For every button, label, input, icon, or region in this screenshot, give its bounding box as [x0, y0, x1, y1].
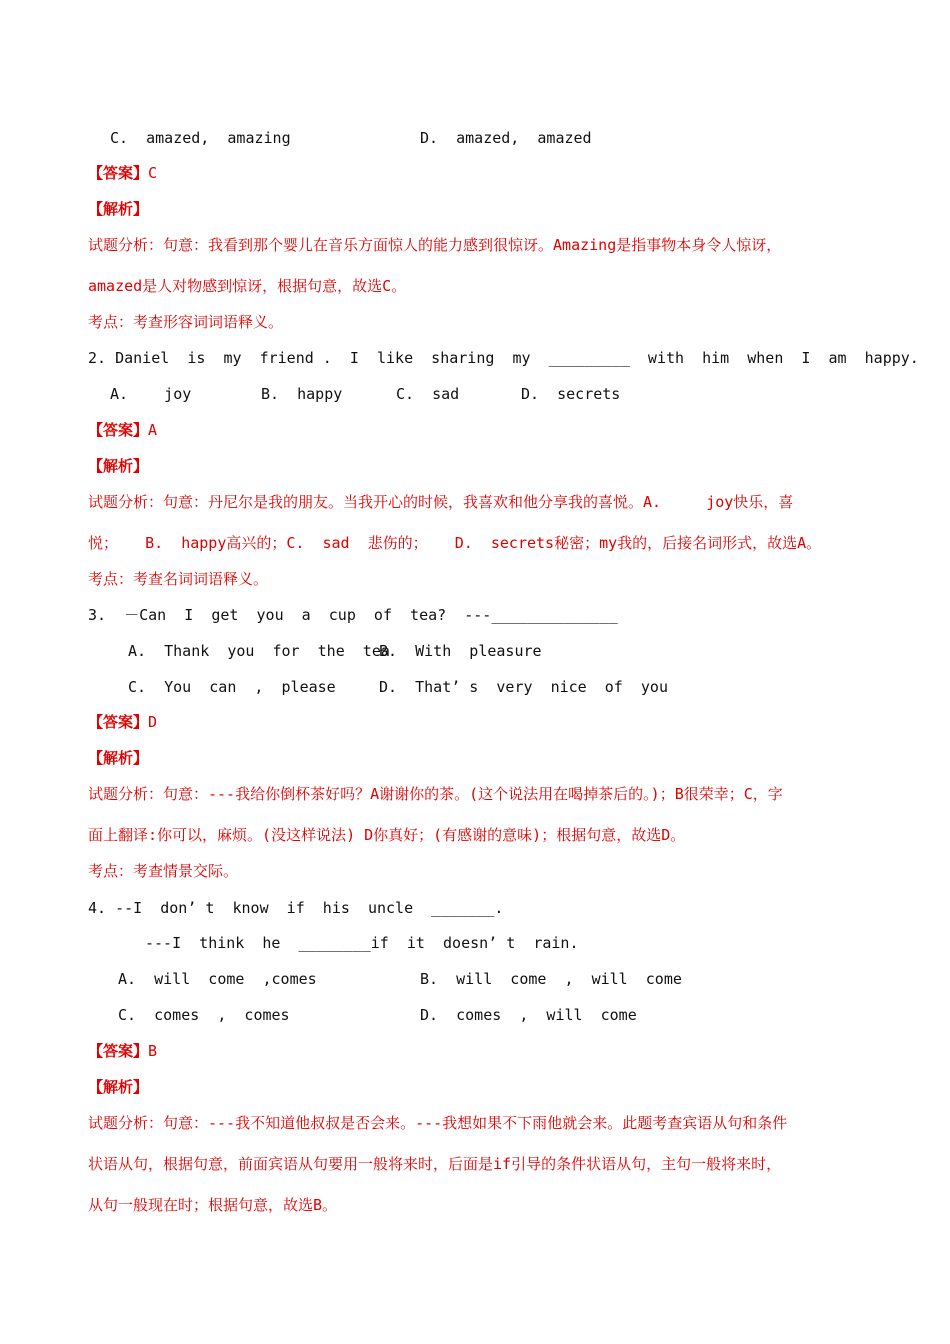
- q3-option-a: A. Thank you for the tea: [128, 642, 390, 660]
- q2-key-point: 考点：考查名词词语释义。: [88, 570, 269, 588]
- q1-analysis-label: 【解析】: [88, 200, 149, 218]
- q2-option-d: D. secrets: [521, 385, 621, 403]
- answer-value: B: [148, 1042, 158, 1060]
- q2-option-a: A. joy: [110, 385, 192, 403]
- q3-option-b: B. With pleasure: [379, 642, 542, 660]
- q4-analysis-line: 从句一般现在时；根据句意，故选B。: [88, 1196, 338, 1214]
- q1-analysis-line: 试题分析：句意：我看到那个婴儿在音乐方面惊人的能力感到很惊讶。Amazing是指事物本身令人惊讶，: [88, 236, 782, 254]
- q4-option-b: B. will come , will come: [420, 970, 682, 988]
- q3-analysis-line: 面上翻译:你可以，麻烦。(没这样说法) D你真好；(有感谢的意味)；根据句意，故选D。: [88, 826, 686, 844]
- q2-analysis-line: 悦； B. happy高兴的；C. sad 悲伤的； D. secrets秘密；my我的，后接名词形式，故选A。: [88, 534, 822, 552]
- q4-analysis-line: 试题分析：句意：---我不知道他叔叔是否会来。---我想如果不下雨他就会来。此题考查宾语从句和条件: [88, 1114, 788, 1132]
- q3-analysis-line: 试题分析：句意：---我给你倒杯茶好吗？A谢谢你的茶。(这个说法用在喝掉茶后的。)；B很荣幸；C，字: [88, 785, 783, 803]
- q4-stem-response: ---I think he ________if it doesn’ t rain.: [145, 934, 579, 952]
- q2-stem: 2. Daniel is my friend . I like sharing my _________ with him when I am happy.: [88, 349, 919, 367]
- answer-label: 【答案】: [88, 421, 149, 439]
- q1-answer: [88, 163, 157, 183]
- q4-analysis-line: 状语从句，根据句意，前面宾语从句要用一般将来时，后面是if引导的条件状语从句，主句一般将来时，: [88, 1155, 782, 1173]
- q2-analysis-label: 【解析】: [88, 457, 149, 475]
- answer-label: 【答案】: [88, 713, 149, 731]
- q3-stem: 3. －Can I get you a cup of tea? ---______________: [88, 606, 618, 624]
- q4-option-c: C. comes , comes: [118, 1006, 290, 1024]
- q2-option-b: B. happy: [261, 385, 343, 403]
- q4-option-a: A. will come ,comes: [118, 970, 317, 988]
- answer-value: C: [148, 164, 158, 182]
- q3-answer: [88, 712, 157, 732]
- q3-option-d: D. That’ s very nice of you: [379, 678, 668, 696]
- q2-analysis-line: 试题分析：句意：丹尼尔是我的朋友。当我开心的时候，我喜欢和他分享我的喜悦。A. joy快乐，喜: [88, 493, 794, 511]
- q1-option-d: D. amazed, amazed: [420, 129, 592, 147]
- answer-value: D: [148, 713, 158, 731]
- q3-option-c: C. You can , please: [128, 678, 336, 696]
- q4-answer: [88, 1041, 157, 1061]
- q1-option-c: C. amazed, amazing: [110, 129, 291, 147]
- q1-analysis-line: amazed是人对物感到惊讶，根据句意，故选C。: [88, 277, 407, 295]
- q1-key-point: 考点：考查形容词词语释义。: [88, 313, 284, 331]
- q4-stem: 4. --I don’ t know if his uncle _______.: [88, 899, 504, 917]
- q4-option-d: D. comes , will come: [420, 1006, 637, 1024]
- answer-label: 【答案】: [88, 164, 149, 182]
- answer-value: A: [148, 421, 158, 439]
- q4-analysis-label: 【解析】: [88, 1078, 149, 1096]
- q2-answer: [88, 420, 157, 440]
- q3-key-point: 考点：考查情景交际。: [88, 862, 239, 880]
- answer-label: 【答案】: [88, 1042, 149, 1060]
- q3-analysis-label: 【解析】: [88, 749, 149, 767]
- q2-option-c: C. sad: [396, 385, 460, 403]
